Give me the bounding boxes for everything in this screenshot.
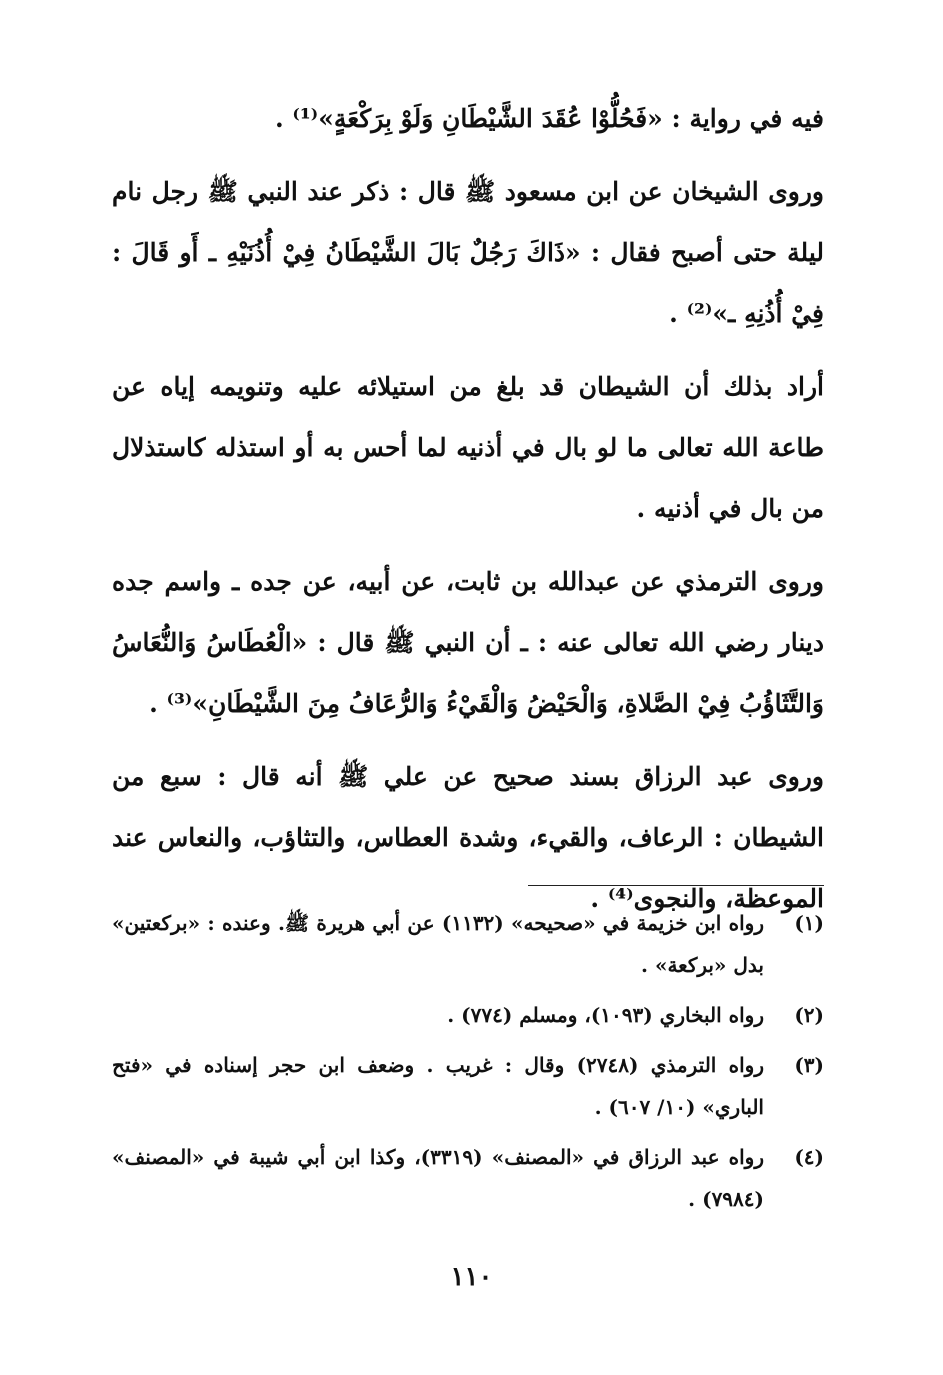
paragraph-1: فيه في رواية : «فَحُلُّوْا عُقَدَ الشَّيْطَانِ وَلَوْ بِرَكْعَةٍ»⁽¹⁾ . — [274, 104, 824, 133]
footnote-number: (٣) — [794, 1053, 824, 1077]
footnote-divider — [528, 885, 824, 886]
footnote-4 — [112, 1136, 824, 1220]
main-text — [112, 88, 824, 941]
footnote-1 — [112, 902, 824, 986]
footnote-number: (٢) — [794, 1003, 824, 1027]
footnote-number: (١) — [794, 911, 824, 935]
footnote-number: (٤) — [794, 1145, 824, 1169]
footnote-3 — [112, 1044, 824, 1128]
footnote-2 — [112, 994, 824, 1036]
page-number: ١١٠ — [450, 1262, 493, 1292]
footnote-text: رواه ابن خزيمة في «صحيحه» (١١٣٢) عن أبي هريرة ﷺ. وعنده : «بركعتين» بدل «بركعة» . — [112, 911, 764, 977]
paragraph-5: وروى عبد الرزاق بسند صحيح عن علي ﷺ أنه قال : سبع من الشيطان : الرعاف، والقيء، وشدة العطاس، والتثاؤب، والنعاس عند الموعظة، والنجوى⁽⁴⁾ . — [112, 762, 824, 913]
footnote-text: رواه عبد الرزاق في «المصنف» (٣٣١٩)، وكذا ابن أبي شيبة في «المصنف» (٧٩٨٤) . — [112, 1145, 764, 1211]
paragraph-3: أراد بذلك أن الشيطان قد بلغ من استيلائه عليه وتنويمه إياه عن طاعة الله تعالى ما لو بال في أذنيه لما أحس به أو استذله كاستذلال من بال في أذنيه . — [112, 372, 824, 523]
paragraph-4: وروى الترمذي عن عبدالله بن ثابت، عن أبيه، عن جده ـ واسم جده دينار رضي الله تعالى عنه : ـ أن النبي ﷺ قال : «الْعُطَاسُ وَالنُّعَاسُ وَالتَّثَاؤُبُ فِيْ الصَّلاةِ، وَالْحَيْضُ وَالْقَيْءُ وَالرُّعَافُ مِنَ الشَّيْطَانِ»⁽³⁾ . — [112, 567, 824, 718]
paragraph-2: وروى الشيخان عن ابن مسعود ﷺ قال : ذكر عند النبي ﷺ رجل نام ليلة حتى أصبح فقال : «ذَاكَ رَجُلٌ بَالَ الشَّيْطَانُ فِيْ أُذُنَيْهِ ـ أَو قَالَ : فِيْ أُذُنِهِ ـ»⁽²⁾ . — [112, 177, 824, 328]
footnote-text: رواه الترمذي (٢٧٤٨) وقال : غريب . وضعف ابن حجر إسناده في «فتح الباري» (١٠/ ٦٠٧) . — [112, 1053, 764, 1119]
footnote-text: رواه البخاري (١٠٩٣)، ومسلم (٧٧٤) . — [447, 1003, 764, 1027]
footnotes — [112, 902, 824, 1228]
